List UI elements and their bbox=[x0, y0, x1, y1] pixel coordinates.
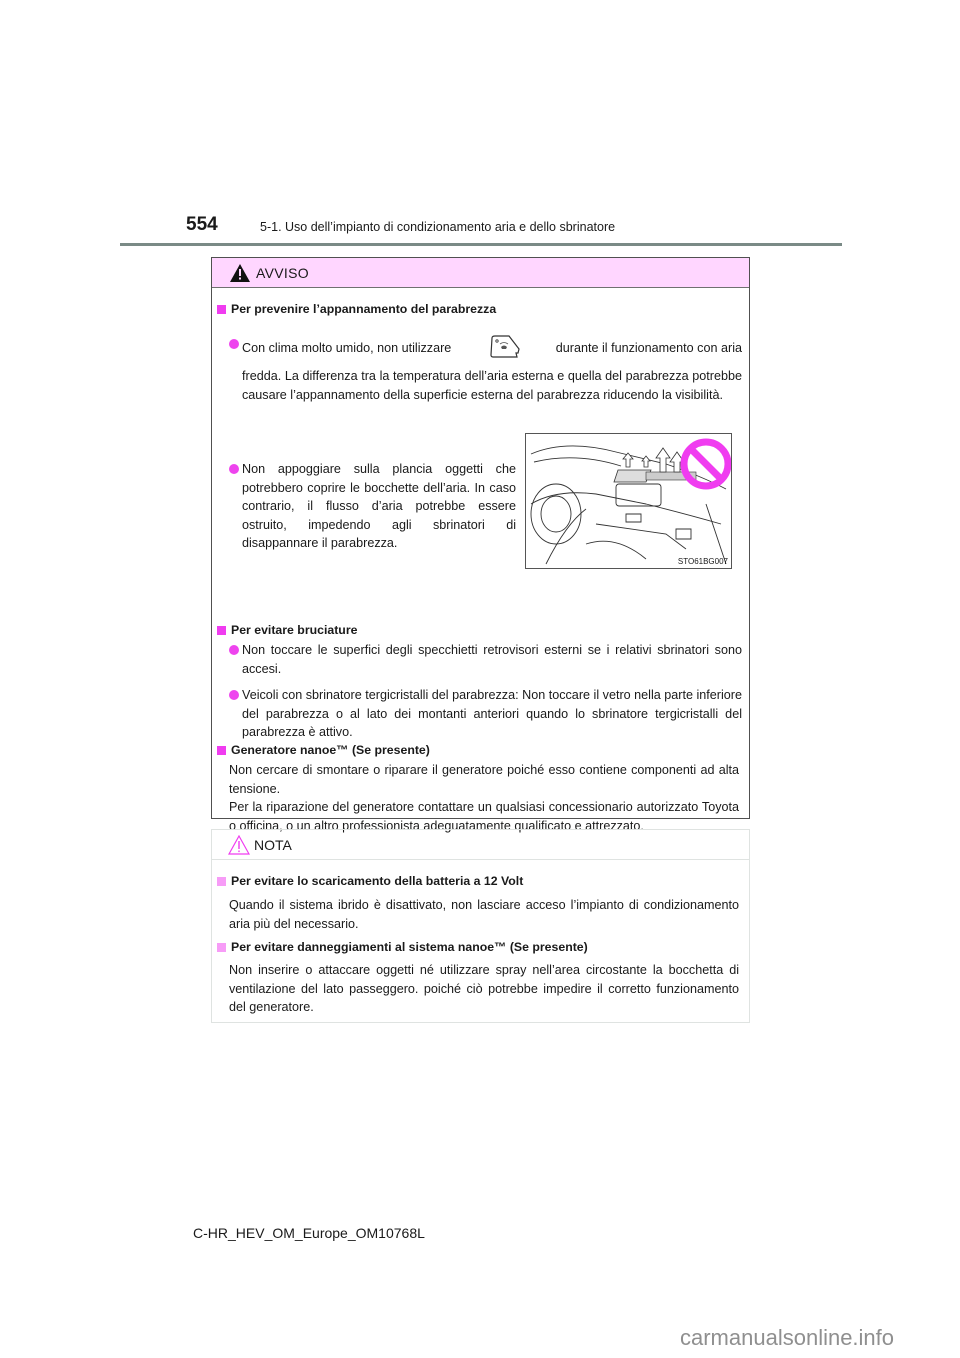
paragraph: Non cercare di smontare o riparare il generatore poiché esso contiene componenti ad alta tensione. bbox=[229, 763, 739, 796]
round-bullet-icon bbox=[229, 690, 239, 700]
dashboard-vents-drawing bbox=[526, 434, 731, 568]
paragraph: Per la riparazione del generatore contattare un qualsiasi concessionario autorizzato Toyota o officina, o un altro professionista adeguatamente qualificato e attrezzato. bbox=[229, 800, 739, 833]
square-bullet-icon bbox=[217, 943, 226, 952]
dashboard-illustration bbox=[525, 433, 732, 569]
round-bullet-icon bbox=[229, 339, 239, 349]
square-bullet-icon bbox=[217, 626, 226, 635]
square-bullet-icon bbox=[217, 746, 226, 755]
paragraph: Non inserire o attaccare oggetti né utilizzare spray nell’area circostante la bocchetta di ventilazione del lato passeggero. poiché ciò potrebbe impedire il corretto funzionamento del generatore. bbox=[229, 963, 739, 1014]
square-bullet-icon bbox=[217, 305, 226, 314]
section-heading: Generatore nanoe™ (Se presente) bbox=[217, 743, 430, 757]
document-code: C-HR_HEV_OM_Europe_OM10768L bbox=[193, 1225, 425, 1241]
note-header bbox=[212, 830, 749, 860]
section-heading: Per evitare lo scaricamento della batteria a 12 Volt bbox=[217, 874, 523, 888]
warning-header bbox=[212, 258, 749, 288]
windshield-defroster-icon bbox=[487, 335, 521, 361]
section-heading: Per prevenire l’appannamento del parabrezza bbox=[217, 302, 496, 316]
watermark-link[interactable]: carmanualsonline.info bbox=[680, 1325, 895, 1350]
bullet-item: Con clima molto umido, non utilizzare durante il funzionamento con aria fredda. La differenza tra la temperatura dell’aria esterna e quella del parabrezza potrebbe causare l’appannamento della superficie esterna del parabrezza riducendo la visibilità. bbox=[229, 335, 742, 404]
warning-triangle-icon bbox=[230, 264, 250, 282]
section-heading: Per evitare danneggiamenti al sistema nanoe™ (Se presente) bbox=[217, 940, 588, 954]
section-title: 5-1. Uso dell’impianto di condizionamento aria e dello sbrinatore bbox=[260, 220, 616, 234]
note-title: NOTA bbox=[254, 836, 292, 853]
header-rule bbox=[120, 243, 842, 246]
warning-title: AVVISO bbox=[256, 264, 309, 281]
square-bullet-icon bbox=[217, 877, 226, 886]
caution-triangle-outline-icon bbox=[228, 835, 250, 855]
section-heading: Per evitare bruciature bbox=[217, 623, 357, 637]
paragraph: Quando il sistema ibrido è disattivato, non lasciare acceso l’impianto di condizionamento aria più del necessario. bbox=[229, 898, 739, 931]
bullet-item: Veicoli con sbrinatore tergicristalli del parabrezza: Non toccare il vetro nella parte inferiore del parabrezza o al lato dei montanti anteriori quando lo sbrinatore tergicristalli del parabrezza è attivo. bbox=[229, 686, 742, 742]
bullet-item: Non appoggiare sulla plancia oggetti che potrebbero coprire le bocchette dell’aria. In caso contrario, il flusso d’aria potrebbe essere ostruito, impedendo agli sbrinatori di disappannare il parabrezza. bbox=[229, 460, 516, 553]
illustration-code: STO61BG007 bbox=[677, 557, 728, 566]
round-bullet-icon bbox=[229, 464, 239, 474]
note-box bbox=[211, 829, 750, 1023]
bullet-item: Non toccare le superfici degli specchietti retrovisori esterni se i relativi sbrinatori sono accesi. bbox=[229, 641, 742, 678]
round-bullet-icon bbox=[229, 645, 239, 655]
page-number: 554 bbox=[186, 214, 218, 235]
